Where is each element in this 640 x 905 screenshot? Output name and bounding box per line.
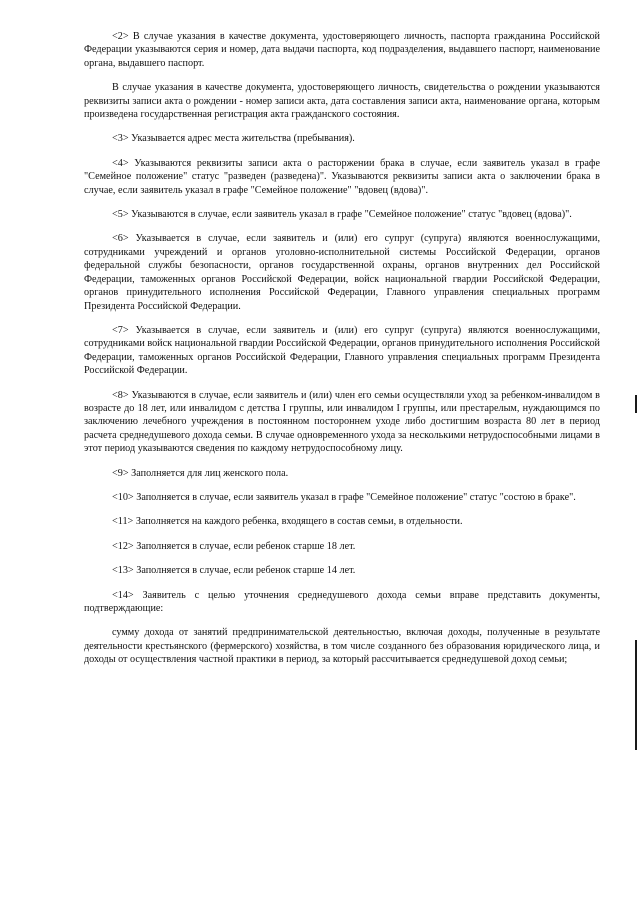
footnote-12: <12> Заполняется в случае, если ребенок старше 18 лет. [112, 540, 356, 552]
scan-edge-mark [635, 640, 637, 750]
footnote-7: <7> Указывается в случае, если заявитель и (или) его супруг (супруга) являются военнослужащими, сотрудниками войск национальной гвардии Российской Федерации, органов принудительного исполнения Российской Федерации, таможенных органов Российской Федерации, Главного управления специальных программ Президента Российской Федерации. [84, 324, 600, 377]
footnote-2: <2> В случае указания в качестве документа, удостоверяющего личность, паспорта гражданина Российской Федерации указываются серия и номер, дата выдачи паспорта, код подразделения, выдавшего паспорт, наименование органа, выдавшего паспорт. [84, 31, 600, 69]
footnote-13: <13> Заполняется в случае, если ребенок старше 14 лет. [112, 565, 356, 577]
footnote-10: <10> Заполняется в случае, если заявитель указал в графе "Семейное положение" статус "состою в браке". [112, 491, 576, 503]
document-page [84, 30, 600, 678]
scan-edge-mark [635, 395, 637, 413]
footnote-14-income-item: сумму дохода от занятий предпринимательской деятельностью, включая доходы, полученные в результате деятельности крестьянского (фермерского) хозяйства, в том числе созданного без образования юридического лица, и доходы от осуществления частной практики в период, за который рассчитывается среднедушевой доход семьи; [84, 627, 600, 666]
footnote-14: <14> Заявитель с целью уточнения среднедушевого дохода семьи вправе представить документы, подтверждающие: [84, 589, 600, 614]
footnote-8: <8> Указываются в случае, если заявитель и (или) член его семьи осуществляли уход за ребенком-инвалидом в возрасте до 18 лет, или инвалидом с детства I группы, или инвалидом I группы, или престарелым, нуждающимся по заключению лечебного учреждения в постоянном постороннем уходе либо достигшим возраста 80 лет в период расчета среднедушевого дохода семьи. В случае одновременного ухода за несколькими нетрудоспособными лицами в этот период указываются сведения по каждому нетрудоспособному лицу. [84, 389, 600, 455]
footnote-11: <11> Заполняется на каждого ребенка, входящего в состав семьи, в отдельности. [112, 516, 463, 528]
footnote-5: <5> Указываются в случае, если заявитель указал в графе "Семейное положение" статус "вдовец (вдова)". [112, 209, 572, 221]
footnote-3: <3> Указывается адрес места жительства (пребывания). [112, 133, 355, 145]
footnote-9: <9> Заполняется для лиц женского пола. [112, 467, 289, 479]
footnote-6: <6> Указывается в случае, если заявитель и (или) его супруг (супруга) являются военнослужащими, сотрудниками учреждений и органов уголовно-исполнительной системы Российской Федерации, органов федеральной службы безопасности, органов государственной охраны, органов внутренних дел Российской Федерации, таможенных органов Российской Федерации, войск национальной гвардии Российской Федерации, органов принудительного исполнения Российской Федерации, Главного управления специальных программ Президента Российской Федерации. [84, 233, 600, 312]
footnote-4: <4> Указываются реквизиты записи акта о расторжении брака в случае, если заявитель указал в графе "Семейное положение" статус "разведен (разведена)". Указываются реквизиты записи акта о заключении брака в случае, если заявитель указал в графе "Семейное положение" "вдовец (вдова)". [84, 157, 600, 196]
footnote-2-birth-certificate: В случае указания в качестве документа, удостоверяющего личность, свидетельства о рождении указываются реквизиты записи акта о рождении - номер записи акта, дата составления записи акта, наименование органа, которым произведена государственная регистрация акта гражданского состояния. [84, 82, 600, 121]
